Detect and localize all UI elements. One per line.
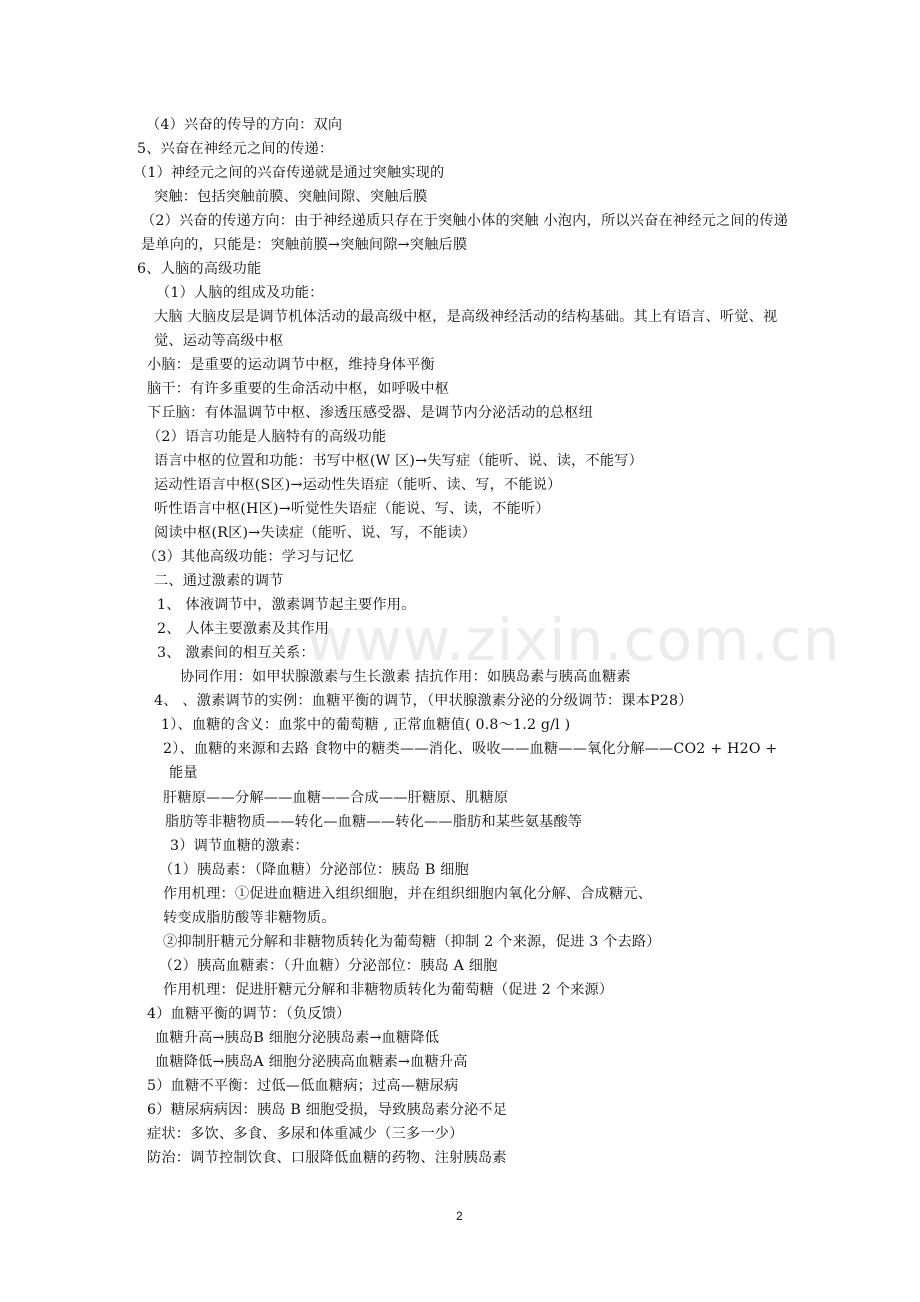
text-line: 能量 <box>169 765 198 781</box>
text-line: 4）血糖平衡的调节：（负反馈） <box>147 1006 351 1022</box>
text-line: 二、通过激素的调节 <box>154 573 284 589</box>
text-line: 下丘脑：有体温调节中枢、渗透压感受器、是调节内分泌活动的总枢纽 <box>147 405 594 421</box>
text-line: 血糖降低→胰岛A 细胞分泌胰高血糖素→血糖升高 <box>155 1054 468 1070</box>
text-line: 2）、血糖的来源和去路 食物中的糖类——消化、吸收——血糖——氧化分解——CO2 + H2O + <box>163 741 778 757</box>
text-line: 脑干：有许多重要的生命活动中枢，如呼吸中枢 <box>147 381 450 397</box>
text-line: 1、 体液调节中，激素调节起主要作用。 <box>157 597 416 613</box>
text-line: 5、兴奋在神经元之间的传递： <box>137 141 334 157</box>
text-line: （2）兴奋的传递方向：由于神经递质只存在于突触小体的突触 小泡内，所以兴奋在神经元之间的传递 <box>141 213 788 229</box>
text-line: 协同作用：如甲状腺激素与生长激素 拮抗作用：如胰岛素与胰高血糖素 <box>180 669 631 685</box>
text-line: 是单向的，只能是：突触前膜→突触间隙→突触后膜 <box>141 237 468 253</box>
text-line: 大脑 大脑皮层是调节机体活动的最高级中枢，是高级神经活动的结构基础。其上有语言、听觉、视 <box>154 309 778 325</box>
text-line: （1）神经元之间的兴奋传递就是通过突触实现的 <box>133 165 445 181</box>
text-line: 作用机理：①促进血糖进入组织细胞，并在组织细胞内氧化分解、合成糖元、 <box>163 886 653 902</box>
text-line: （2）胰高血糖素：（升血糖）分泌部位：胰岛 A 细胞 <box>159 958 498 974</box>
text-line: 运动性语言中枢(S区)→运动性失语症（能听、读、写，不能说） <box>154 477 562 493</box>
text-line: （2）语言功能是人脑特有的高级功能 <box>147 429 387 445</box>
text-line: （3）其他高级功能：学习与记忆 <box>143 549 354 565</box>
text-line: 阅读中枢(R区)→失读症（能听、说、写，不能读） <box>154 525 477 541</box>
text-line: 6）糖尿病病因：胰岛 B 细胞受损，导致胰岛素分泌不足 <box>147 1102 508 1118</box>
text-line: 6、人脑的高级功能 <box>137 261 262 277</box>
text-line: 4、 、激素调节的实例：血糖平衡的调节，（甲状腺激素分泌的分级调节：课本P28） <box>154 693 693 709</box>
text-line: 1）、血糖的含义：血浆中的葡萄糖 , 正常血糖值( 0.8～1.2 g/l ) <box>161 717 571 733</box>
text-line: 3）调节血糖的激素： <box>170 838 309 854</box>
text-line: 症状：多饮、多食、多尿和体重减少（三多一少） <box>147 1126 464 1142</box>
text-line: 转变成脂肪酸等非糖物质。 <box>163 910 336 926</box>
text-line: 突触：包括突触前膜、突触间隙、突触后膜 <box>154 189 428 205</box>
text-line: 3、 激素间的相互关系： <box>157 645 315 661</box>
text-line: （1）人脑的组成及功能： <box>156 285 324 301</box>
text-line: 听性语言中枢(H区)→听觉性失语症（能说、写、读，不能听） <box>154 501 550 517</box>
text-line: 肝糖原——分解——血糖——合成——肝糖原、肌糖原 <box>163 790 509 806</box>
text-line: 5）血糖不平衡：过低—低血糖病；过高—糖尿病 <box>147 1078 459 1094</box>
text-line: 2、 人体主要激素及其作用 <box>157 621 330 637</box>
text-line: （1）胰岛素：（降血糖）分泌部位：胰岛 B 细胞 <box>159 862 469 878</box>
text-line: 作用机理：促进肝糖元分解和非糖物质转化为葡萄糖（促进 2 个来源） <box>163 982 614 998</box>
text-line: 小脑：是重要的运动调节中枢，维持身体平衡 <box>147 357 435 373</box>
text-line: 觉、运动等高级中枢 <box>154 333 284 349</box>
page-number: 2 <box>456 1209 463 1223</box>
text-line: 防治：调节控制饮食、口服降低血糖的药物、注射胰岛素 <box>147 1150 507 1166</box>
text-line: 脂肪等非糖物质——转化—血糖——转化——脂肪和某些氨基酸等 <box>165 814 583 830</box>
watermark: www.zixin.com.cn <box>306 606 841 674</box>
text-line: ②抑制肝糖元分解和非糖物质转化为葡萄糖（抑制 2 个来源，促进 3 个去路） <box>163 934 661 950</box>
text-line: （4）兴奋的传导的方向：双向 <box>146 117 343 133</box>
text-line: 语言中枢的位置和功能：书写中枢(W 区)→失写症（能听、说、读，不能写） <box>154 453 644 469</box>
text-line: 血糖升高→胰岛B 细胞分泌胰岛素→血糖降低 <box>155 1030 440 1046</box>
